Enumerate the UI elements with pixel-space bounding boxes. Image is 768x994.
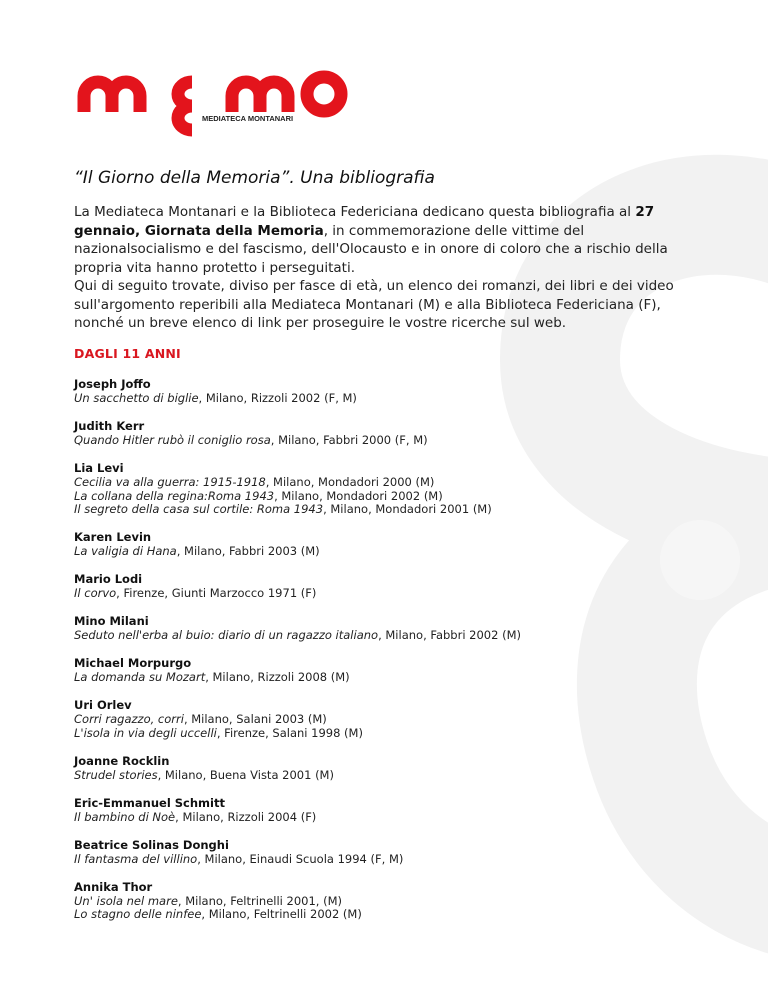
- work-title: Lo stagno delle ninfee: [74, 907, 202, 921]
- entry-work: [74, 490, 714, 504]
- work-title: Il bambino di Noè: [74, 809, 176, 824]
- work-title: Il corvo: [74, 586, 117, 600]
- entry-work: [74, 545, 714, 559]
- bibliography-list: [74, 377, 714, 935]
- entry-work: [74, 392, 714, 406]
- intro-paragraph-2: Qui di seguito trovate, diviso per fasce di età, un elenco dei romanzi, dei libri e dei video sull'argomento reperibili alla Mediateca Montanari (M) e alla Biblioteca Federiciana (F), nonché un breve elenco di link per proseguire le vostre ricerche sul web.: [74, 278, 674, 331]
- work-title: Seduto nell'erba al buio: diario di un ragazzo italiano: [74, 628, 379, 642]
- entry-work: [74, 853, 714, 867]
- work-details: , Milano, Mondadori 2002 (M): [274, 488, 443, 503]
- bibliography-entry: [74, 880, 714, 922]
- entry-author: Mario Lodi: [74, 572, 143, 586]
- bibliography-entry: [74, 572, 714, 601]
- logo-subtitle: MEDIATECA MONTANARI: [202, 114, 294, 123]
- work-details: , Firenze, Giunti Marzocco 1971 (F): [116, 586, 317, 600]
- work-title: La collana della regina:Roma 1943: [74, 488, 275, 503]
- intro-date-highlight: 27 gennaio, Giornata della Memoria: [74, 204, 655, 239]
- entry-author: Lia Levi: [74, 461, 124, 475]
- memo-logo: [74, 62, 354, 142]
- entry-work: [74, 895, 714, 909]
- entry-author: Karen Levin: [74, 530, 152, 544]
- work-details: , Milano, Feltrinelli 2002 (M): [201, 907, 362, 921]
- work-details: , Milano, Fabbri 2000 (F, M): [270, 433, 428, 447]
- entry-work: [74, 629, 714, 643]
- entry-work: [74, 434, 714, 448]
- work-details: , Milano, Feltrinelli 2001, (M): [177, 893, 342, 908]
- bibliography-entry: [74, 614, 714, 643]
- entry-work: [74, 908, 714, 922]
- entry-author: Eric-Emmanuel Schmitt: [74, 795, 225, 810]
- entry-work: [74, 503, 714, 517]
- work-details: , Milano, Rizzoli 2004 (F): [175, 809, 317, 824]
- bibliography-entry: [74, 461, 714, 517]
- entry-author: Joseph Joffo: [74, 377, 151, 391]
- entry-author: Uri Orlev: [74, 698, 132, 712]
- bibliography-entry: [74, 530, 714, 559]
- work-details: , Milano, Rizzoli 2002 (F, M): [198, 391, 357, 405]
- page-title: “Il Giorno della Memoria”. Una bibliografia: [74, 168, 435, 188]
- work-title: Corri ragazzo, corri: [74, 712, 184, 726]
- bibliography-entry: [74, 796, 714, 825]
- work-details: , Milano, Mondadori 2001 (M): [323, 502, 492, 516]
- entry-author: Mino Milani: [74, 614, 149, 628]
- entry-author: Michael Morpurgo: [74, 656, 192, 670]
- work-title: Quando Hitler rubò il coniglio rosa: [74, 433, 271, 447]
- entry-work: [74, 713, 714, 727]
- work-title: Il segreto della casa sul cortile: Roma 1943: [74, 502, 324, 516]
- work-title: Cecilia va alla guerra: 1915-1918: [74, 475, 266, 489]
- entry-work: [74, 727, 714, 741]
- work-details: , Milano, Fabbri 2002 (M): [378, 628, 521, 642]
- entry-author: Joanne Rocklin: [74, 753, 170, 768]
- bibliography-entry: [74, 656, 714, 685]
- entry-author: Beatrice Solinas Donghi: [74, 837, 229, 852]
- work-details: , Milano, Einaudi Scuola 1994 (F, M): [197, 851, 404, 866]
- bibliography-entry: [74, 377, 714, 406]
- bibliography-entry: [74, 838, 714, 867]
- work-details: , Milano, Rizzoli 2008 (M): [205, 670, 350, 684]
- work-title: L'isola in via degli uccelli: [74, 725, 217, 740]
- entry-work: [74, 811, 714, 825]
- work-details: , Firenze, Salani 1998 (M): [216, 725, 363, 740]
- work-title: La domanda su Mozart: [74, 670, 206, 684]
- work-details: , Milano, Fabbri 2003 (M): [176, 544, 320, 558]
- entry-work: [74, 769, 714, 783]
- bibliography-entry: [74, 698, 714, 740]
- intro-text-part: , in commemorazione delle vittime del nazionalsocialismo e del fascismo, dell'Olocausto e in onore di coloro che a rischio della propria vita hanno protetto i perseguitati.: [74, 222, 668, 276]
- work-title: La valigia di Hana: [74, 544, 177, 558]
- entry-work: [74, 671, 714, 685]
- bibliography-entry: [74, 754, 714, 783]
- work-title: Il fantasma del villino: [74, 851, 198, 866]
- entry-work: [74, 587, 714, 601]
- section-heading: DAGLI 11 ANNI: [74, 346, 181, 361]
- work-details: , Milano, Salani 2003 (M): [183, 712, 327, 726]
- entry-work: [74, 476, 714, 490]
- work-title: Un' isola nel mare: [74, 893, 178, 908]
- bibliography-entry: [74, 419, 714, 448]
- intro-text-part: La Mediateca Montanari e la Biblioteca Federiciana dedicano questa bibliografia al: [74, 204, 636, 220]
- entry-author: Judith Kerr: [74, 419, 145, 433]
- entry-author: Annika Thor: [74, 879, 153, 894]
- intro-text: [74, 203, 714, 333]
- work-title: Strudel stories: [74, 767, 158, 782]
- work-details: , Milano, Buena Vista 2001 (M): [157, 767, 334, 782]
- work-details: , Milano, Mondadori 2000 (M): [265, 475, 435, 489]
- work-title: Un sacchetto di biglie: [74, 391, 199, 405]
